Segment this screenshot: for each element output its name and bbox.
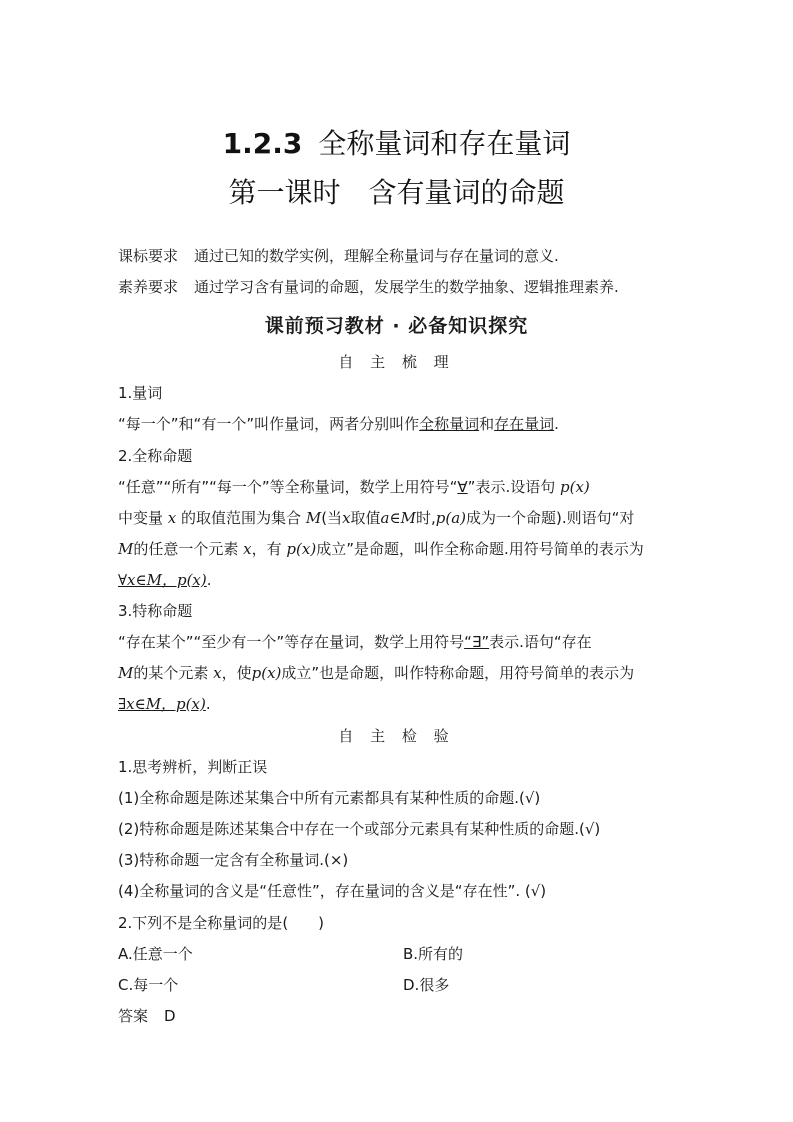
text: “存在某个”“至少有一个”等存在量词，数学上用符号 <box>118 633 465 651</box>
option-row <box>403 944 463 964</box>
universal-heading: 2.全称命题 <box>118 447 193 465</box>
requirement-row <box>118 246 559 266</box>
option-row <box>118 975 178 995</box>
term-universal: 全称量词 <box>419 415 480 433</box>
text: 中变量 <box>118 509 164 527</box>
existential-line-2 <box>118 663 634 683</box>
universal-line-3 <box>118 539 644 559</box>
page-title <box>0 126 793 162</box>
math: x <box>342 509 351 527</box>
math: x <box>243 540 252 558</box>
text: 时, <box>415 509 436 527</box>
period: . <box>554 415 559 433</box>
math: M <box>118 540 134 558</box>
math: M <box>305 509 322 527</box>
term-existential: 存在量词 <box>494 415 555 433</box>
text: 表示.语句“存在 <box>489 633 592 651</box>
text: 的某个元素 <box>133 664 209 682</box>
math: a∈M <box>380 509 416 527</box>
judgement-item: (3)特称命题一定含有全称量词.(×) <box>118 851 349 869</box>
section-number: 1.2.3 <box>222 127 303 160</box>
text: (当 <box>321 509 343 527</box>
self-review-heading: 自 主 梳 理 <box>338 353 455 371</box>
text: “任意”“所有”“每一个”等全称量词，数学上用符号“ <box>118 478 458 496</box>
answer-value: D <box>164 1007 176 1025</box>
option-a: A.任意一个 <box>118 945 193 963</box>
requirement-label: 素养要求 <box>118 278 179 296</box>
definition-text: “每一个”和“有一个”叫作量词，两者分别叫作 <box>118 415 420 433</box>
requirement-text: 通过已知的数学实例，理解全称量词与存在量词的意义. <box>194 247 559 265</box>
option-c: C.每一个 <box>118 976 179 994</box>
connector: 和 <box>479 415 495 433</box>
page-subtitle <box>0 175 793 211</box>
text: 的任意一个元素 <box>133 540 239 558</box>
text: 成立”是命题，叫作全称命题.用符号简单的表示为 <box>316 540 644 558</box>
requirement-label: 课标要求 <box>118 247 179 265</box>
text: 取值 <box>350 509 381 527</box>
self-check-heading: 自 主 检 验 <box>338 727 455 745</box>
math: p(x) <box>251 664 282 682</box>
judgement-item: (2)特称命题是陈述某集合中存在一个或部分元素具有某种性质的命题.(√) <box>118 820 601 838</box>
text: ，使 <box>221 664 252 682</box>
math: x <box>213 664 222 682</box>
section-banner: 课前预习教材 · 必备知识探究 <box>264 315 529 337</box>
exists-symbol: “∃” <box>464 633 490 651</box>
text: ，有 <box>251 540 282 558</box>
title-main: 全称量词和存在量词 <box>318 127 571 160</box>
math: M <box>118 664 134 682</box>
existential-line-3 <box>118 694 211 714</box>
universal-line-1 <box>118 477 590 497</box>
text: ”表示.设语句 <box>467 478 556 496</box>
existential-heading: 3.特称命题 <box>118 602 193 620</box>
universal-formula: ∀x∈M，p(x) <box>118 571 207 589</box>
quantifier-definition <box>118 414 559 434</box>
text: 的取值范围为集合 <box>181 509 302 527</box>
answer-row <box>118 1006 176 1026</box>
universal-line-2 <box>118 508 634 528</box>
period: . <box>206 571 212 589</box>
option-d: D.很多 <box>403 976 450 994</box>
math: x <box>167 509 177 527</box>
option-row <box>403 975 449 995</box>
subtitle-text: 含有量词的命题 <box>368 176 565 209</box>
requirement-row <box>118 277 619 297</box>
question-1-heading: 1.思考辨析，判断正误 <box>118 758 268 776</box>
universal-line-4 <box>118 570 212 590</box>
option-b: B.所有的 <box>403 945 464 963</box>
text: 成立”也是命题，叫作特称命题，用符号简单的表示为 <box>281 664 635 682</box>
period: . <box>205 695 211 713</box>
lesson-label: 第一课时 <box>228 176 341 209</box>
quantifier-heading: 1.量词 <box>118 384 163 402</box>
math: p(x) <box>286 540 317 558</box>
answer-label: 答案 <box>118 1007 149 1025</box>
option-row <box>118 944 193 964</box>
text: 成为一个命题).则语句“对 <box>465 509 635 527</box>
question-2: 2.下列不是全称量词的是( ) <box>118 914 325 932</box>
existential-line-1 <box>118 632 592 652</box>
existential-formula: ∃x∈M，p(x) <box>118 695 206 713</box>
math: p(a) <box>435 509 466 527</box>
judgement-item: (1)全称命题是陈述某集合中所有元素都具有某种性质的命题.(√) <box>118 789 541 807</box>
judgement-item: (4)全称量词的含义是“任意性”，存在量词的含义是“存在性”. (√) <box>118 882 547 900</box>
forall-symbol: ∀ <box>457 478 468 496</box>
requirement-text: 通过学习含有量词的命题，发展学生的数学抽象、逻辑推理素养. <box>194 278 619 296</box>
math: p(x) <box>560 478 590 496</box>
